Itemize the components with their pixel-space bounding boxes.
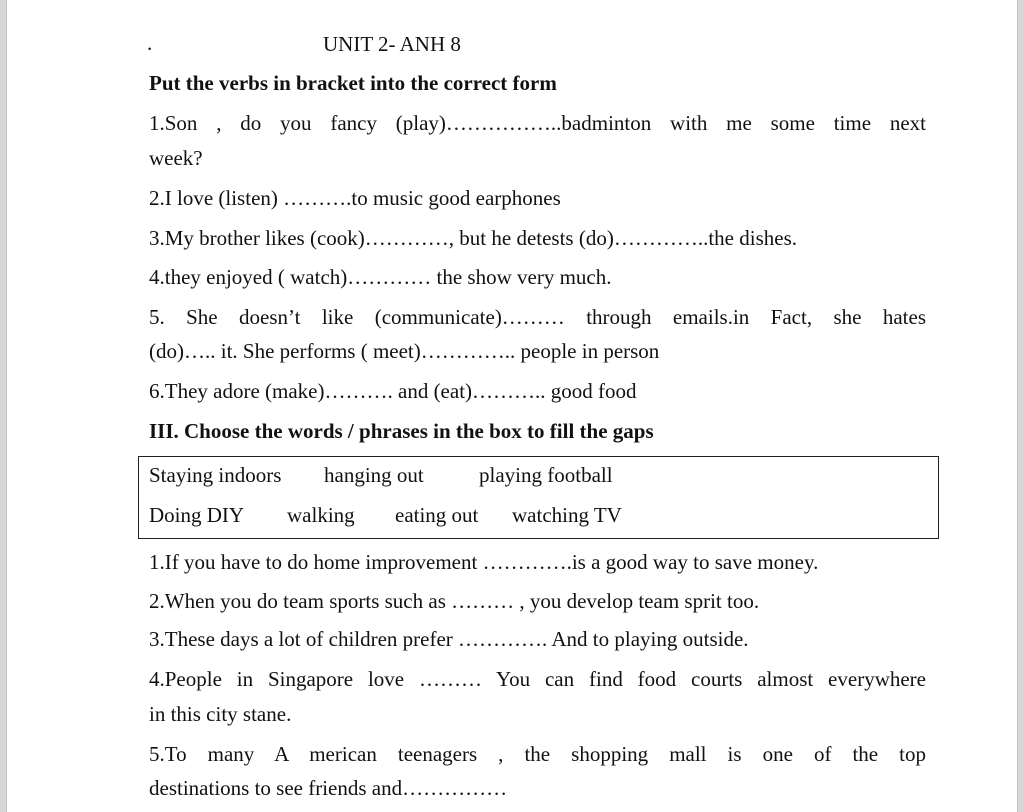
word-box-item: watching TV [512,503,622,527]
word-box-item: eating out [395,503,479,527]
s1-question-6: 6.They adore (make)………. and (eat)……….. good food [149,379,637,403]
word-box-item: playing football [479,463,613,487]
s3-question-1: 1.If you have to do home improvement ………….is a good way to save money. [149,550,819,574]
s3-question-2: 2.When you do team sports such as ……… , you develop team sprit too. [149,589,760,613]
s1-question-4: 4.they enjoyed ( watch)………… the show very much. [149,265,612,289]
word-box-item: Doing DIY [149,503,245,527]
s3-question-4-line-2: in this city stane. [149,702,292,726]
document-page [6,0,1018,812]
section-3-heading: III. Choose the words / phrases in the box to fill the gaps [149,419,654,443]
word-box-item: hanging out [324,463,424,487]
s1-question-1-line-2: week? [149,146,203,170]
s3-question-4-line-1: 4.People in Singapore love ……… You can find food courts almost everywhere [149,667,926,691]
s3-question-3: 3.These days a lot of children prefer …………. And to playing outside. [149,627,749,651]
s1-question-2: 2.I love (listen) ……….to music good earphones [149,186,561,210]
word-box-item: walking [287,503,355,527]
s1-question-5-line-2: (do)….. it. She performs ( meet)………….. people in person [149,339,660,363]
s1-question-5-line-1: 5. She doesn’t like (communicate)……… through emails.in Fact, she hates [149,305,926,329]
s1-question-3: 3.My brother likes (cook)…………, but he detests (do)…………..the dishes. [149,226,797,250]
s1-question-1-line-1: 1.Son , do you fancy (play)……………..badminton with me some time next [149,111,926,135]
section-1-heading: Put the verbs in bracket into the correct form [149,71,557,95]
word-box-item: Staying indoors [149,463,282,487]
stray-dot: . [147,31,153,55]
page-title: UNIT 2- ANH 8 [323,32,461,56]
word-box [138,456,939,539]
s3-question-5-line-2: destinations to see friends and…………… [149,776,508,800]
s3-question-5-line-1: 5.To many A merican teenagers , the shopping mall is one of the top [149,742,926,766]
